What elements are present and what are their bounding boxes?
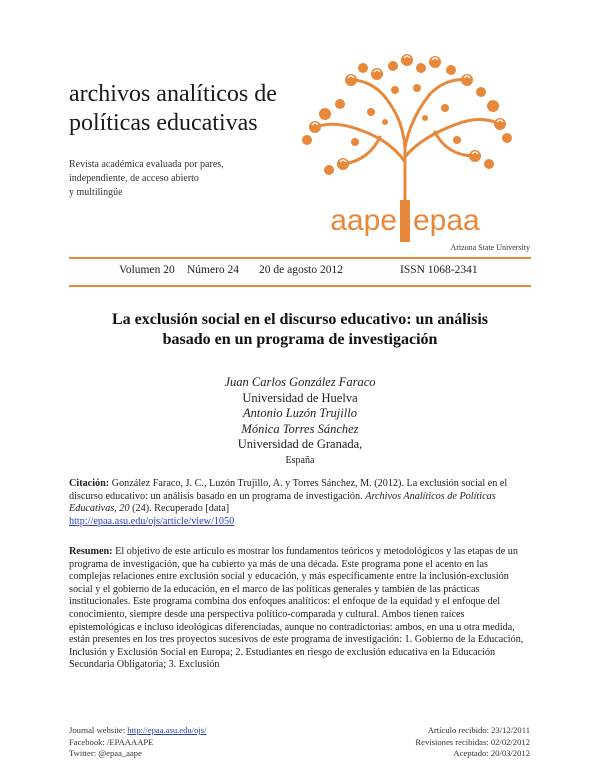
tree-logo-icon [285, 52, 525, 242]
journal-title-line-2: políticas educativas [69, 110, 258, 136]
abstract-text: El objetivo de este artículo es mostrar los fundamentos teóricos y metodológicos y las etapas de un programa de investigación, que ha cubierto ya más de una década. Este programa pone el acento en las complejas relaciones entre exclusión social y educación, y más específicamente entre la inclusión-exclusión social y el gobierno de la educación, en el marco de las políticas generales y también de las prácticas institucionales. Este programa combina dos enfoques analíticos: el enfoque de la equidad y el enfoque del conocimiento, siempre desde una perspectiva político-comparada y cultural. Ambos tienen raíces epistemológicas e incluso ideológicas diferenciadas, aunque no contradictorias: ambos, en una u otra medida, están presentes en los tres proyectos sucesivos de este programa de investigación: 1. Gobierno de la Educación, Inclusión y Exclusión Social en Europa; 2. Estudiantes en riesgo de exclusión educativa en la Educación Secundaria Obligatoria; 3. Exclusión [69, 546, 524, 671]
citation [69, 478, 531, 528]
abstract [69, 546, 531, 672]
logo-aape-text: aape [330, 204, 397, 237]
header-rule-top [69, 257, 531, 259]
issue-issn: ISSN 1068-2341 [400, 264, 478, 276]
journal-desc-line-2: independiente, de acceso abierto [69, 173, 199, 184]
abstract-label: Resumen: [69, 546, 113, 557]
citation-text-after: (24). Recuperado [data] [129, 503, 230, 515]
issue-volume: Volumen 20 [119, 264, 175, 276]
citation-journal: Archivos Analíticos de Políticas Educativas, 20 [69, 490, 496, 515]
logo-epaa-text: epaa [413, 204, 480, 237]
aape-epaa-logo [285, 52, 525, 242]
article-title-line-2: basado en un programa de investigación [162, 331, 438, 348]
footer-revisions: Revisiones recibidas: 02/02/2012 [415, 736, 530, 747]
author-name: Antonio Luzón Trujillo [243, 406, 357, 420]
author-list [69, 375, 531, 468]
author-affiliation: Universidad de Granada, [237, 437, 363, 451]
author-country: España [285, 454, 315, 466]
footer-website [69, 725, 207, 737]
journal-title [69, 80, 299, 138]
footer-accepted: Aceptado: 20/03/2012 [453, 748, 530, 758]
article-title-line-1: La exclusión social en el discurso educativo: un análisis [111, 311, 489, 328]
article-title [69, 310, 531, 350]
citation-text: González Faraco, J. C., Luzón Trujillo, A. y Torres Sánchez, M. (2012). La exclusión social en el discurso educativo: un análisis basado en un programa de investigación. [69, 478, 508, 502]
footer-received: Artículo recibido: 23/12/2011 [427, 725, 530, 735]
footer-facebook: Facebook: /EPAAAAPE [69, 736, 154, 747]
citation-label: Citación: [69, 478, 110, 489]
footer-twitter: Twitter: @epaa_aape [69, 748, 142, 758]
footer-website-label: Journal website: [69, 725, 128, 735]
journal-desc-line-3: y multilingüe [69, 187, 123, 198]
header-rule-bottom [69, 285, 531, 287]
author-name: Mónica Torres Sánchez [241, 421, 359, 436]
university-name: Arizona State University [450, 243, 530, 252]
journal-desc-line-1: Revista académica evaluada por pares, [69, 159, 224, 170]
journal-title-line-1: archivos analíticos de [69, 81, 277, 107]
citation-link[interactable]: http://epaa.asu.edu/ojs/article/view/1050 [69, 515, 235, 527]
footer-website-link[interactable]: http://epaa.asu.edu/ojs/ [127, 725, 207, 735]
issue-number: Número 24 [187, 264, 240, 276]
author-affiliation: Universidad de Huelva [242, 390, 358, 405]
footer-right [415, 725, 530, 760]
issue-date: 20 de agosto 2012 [259, 264, 344, 276]
journal-description [69, 158, 279, 200]
footer-left [69, 725, 207, 760]
author-name: Juan Carlos González Faraco [224, 375, 376, 389]
